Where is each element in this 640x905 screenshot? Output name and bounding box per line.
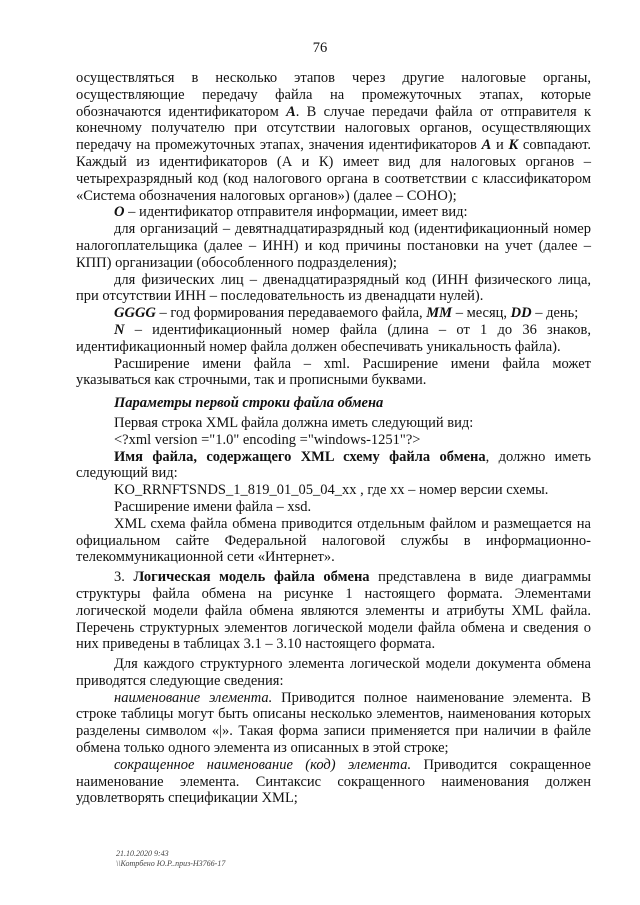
paragraph-file-id: N – идентификационный номер файла (длина – от 1 до 36 знаков, идентификационный номер файла должен обеспечивать уникальность файла).	[76, 321, 591, 355]
paragraph-schema-publication: XML схема файла обмена приводится отдельным файлом и размещается на официальном сайте Федеральной налоговой службы в информационно-телекоммуникационной сети «Интернет».	[76, 515, 591, 566]
section-heading-first-line: Параметры первой строки файла обмена	[114, 395, 384, 412]
stamp-path: \\Котрбено Ю.Р..приз-Н3766-17	[116, 859, 226, 868]
paragraph-element-info: Для каждого структурного элемента логической модели документа обмена приводятся следующие сведения:	[76, 656, 591, 689]
stamp-date: 21.10.2020 9:43	[116, 849, 169, 858]
paragraph-individuals: для физических лиц – двенадцатиразрядный код (ИНН физического лица, при отсутствии ИНН – последовательность из двенадцати нулей).	[76, 271, 591, 305]
paragraph-organizations: для организаций – девятнадцатиразрядный код (идентификационный номер налогоплательщика (далее – ИНН) и код причины постановки на учет (далее – КПП) организации (обособленного подразделения);	[76, 221, 591, 271]
xml-declaration: <?xml version ="1.0" encoding ="windows-1251"?>	[114, 431, 421, 448]
paragraph-element-name: наименование элемента. Приводится полное наименование элемента. В строке таблицы могут быть описаны несколько элементов, наименования которых разделены символом «|». Такая форма записи применяется при наличии в файле обмена только одного элемента из описанных в этой строке;	[76, 689, 591, 757]
paragraph-schema-name: Имя файла, содержащего XML схему файла обмена, должно иметь следующий вид:	[76, 448, 591, 482]
paragraph-element-code: сокращенное наименование (код) элемента. Приводится сокращенное наименование элемента. Синтаксис сокращенного наименования должен удовлетворять спецификации XML;	[76, 756, 591, 807]
paragraph-logical-model: 3. Логическая модель файла обмена представлена в виде диаграммы структуры файла обмена на рисунке 1 настоящего формата. Элементами логической модели файла обмена являются элементы и атрибуты XML файла. Перечень структурных элементов логической модели файла обмена и сведения о них приведены в таблицах 3.1 – 3.10 настоящего формата.	[76, 569, 592, 653]
paragraph-sender-id: O – идентификатор отправителя информации, имеет вид:	[114, 204, 468, 221]
paragraph-extension-xml: Расширение имени файла – xml. Расширение имени файла может указываться как строчными, так и прописными буквами.	[76, 355, 591, 389]
paragraph-1: осуществляться в несколько этапов через другие налоговые органы, осуществляющие передачу файла на промежуточных этапах, которые обозначаются идентификатором A. В случае передачи файла от отправителя к конечному получателю при отсутствии налоговых органов, осуществляющих передачу на промежуточных этапах, значения идентификаторов A и K совпадают. Каждый из идентификаторов (А и К) имеет вид для налоговых органов – четырехразрядный код (код налогового органа в соответствии с классификатором «Система обозначения налоговых органов») (далее – СОНО);	[76, 70, 592, 204]
document-stamp	[116, 849, 225, 869]
paragraph-date-fields: GGGG – год формирования передаваемого файла, MM – месяц, DD – день;	[114, 305, 579, 322]
paragraph-extension-xsd: Расширение имени файла – xsd.	[114, 498, 312, 515]
paragraph-first-line: Первая строка XML файла должна иметь следующий вид:	[114, 414, 474, 431]
body-text	[76, 70, 591, 807]
page-number: 76	[312, 40, 328, 56]
schema-file-name: KO_RRNFTSNDS_1_819_01_05_04_xx , где хх – номер версии схемы.	[114, 482, 549, 499]
